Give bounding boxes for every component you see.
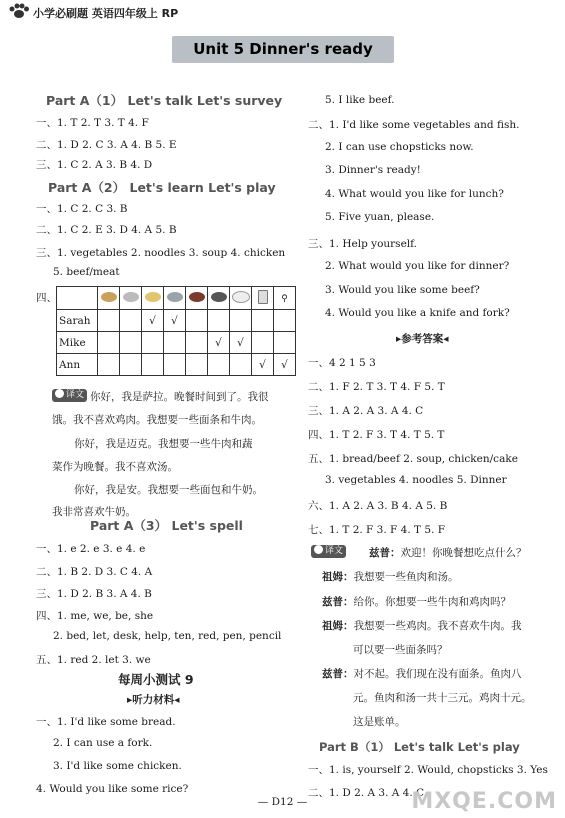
- paragraph-line: 你好，我是迈克。我想要一些牛肉和蔬: [74, 438, 253, 450]
- dialog-line: 兹普：对不起。我们现在没有面条。鱼肉八: [322, 668, 522, 680]
- page-header: [0, 0, 565, 26]
- answer-line: 5. beef/meat: [53, 266, 120, 278]
- answer-line: 一、1. e 2. e 3. e 4. e: [36, 543, 146, 555]
- paragraph-line: 菜作为晚餐。我不喜欢汤。: [52, 461, 178, 473]
- table-row: Mike √ √: [57, 332, 296, 354]
- answer-line: 二、1. I'd like some vegetables and fish.: [308, 119, 520, 131]
- bread-icon: [98, 287, 120, 310]
- translation-icon: [55, 389, 64, 398]
- answer-line: 2. I can use chopsticks now.: [325, 141, 474, 153]
- dialog-line: 兹普：给你。你想要一些牛肉和鸡肉吗？: [322, 596, 511, 608]
- dialog-line: 祖姆：我想要一些鱼肉和汤。: [322, 571, 459, 583]
- dialog-line: 元。鱼肉和汤一共十三元。鸡肉十元。: [353, 692, 532, 704]
- answer-line: 六、1. A 2. A 3. B 4. A 5. B: [308, 500, 448, 512]
- answer-line: 5. Five yuan, please.: [325, 211, 435, 223]
- table-row: Sarah √ √: [57, 310, 296, 332]
- answer-line: 三、1. C 2. A 3. B 4. D: [36, 159, 153, 171]
- answer-line: 四、1. me, we, be, she: [36, 610, 154, 622]
- bowl-icon: [120, 287, 142, 310]
- paragraph-line: 你好，我是安。我想要一些面包和牛奶。: [74, 484, 263, 496]
- answer-line: 一、1. I'd like some bread.: [36, 716, 176, 728]
- dialog-line: 祖姆：我想要一些鸡肉。我不喜欢牛肉。我: [322, 620, 522, 632]
- paragraph-line: 你好，我是萨拉。晚餐时间到了。我很: [90, 391, 269, 403]
- answer-line: 2. bed, let, desk, help, ten, red, pen, pencil: [53, 630, 282, 642]
- paragraph-line: 饿。我不喜欢鸡肉。我想要一些面条和牛肉。: [52, 414, 262, 426]
- dialog-line: 这是账单。: [353, 716, 406, 728]
- answer-line: 3. Dinner's ready!: [325, 164, 421, 176]
- dialog-line: 可以要一些面条吗？: [353, 644, 448, 656]
- answer-line: 四、1. T 2. F 3. T 4. T 5. T: [308, 429, 445, 441]
- answer-line: 五、1. bread/beef 2. soup, chicken/cake: [308, 453, 518, 465]
- answer-line: 二、1. F 2. T 3. T 4. F 5. T: [308, 381, 445, 393]
- fork-icon: ⚲: [274, 287, 296, 310]
- page-number: — D12 —: [257, 796, 308, 808]
- answer-line: 4. What would you like for lunch?: [325, 188, 504, 200]
- fish-icon: [208, 287, 230, 310]
- table-header-row: [57, 287, 296, 310]
- answer-line: 三、1. D 2. B 3. A 4. B: [36, 588, 152, 600]
- answer-line: 三、1. vegetables 2. noodles 3. soup 4. chicken: [36, 247, 286, 259]
- answer-line: 三、1. A 2. A 3. A 4. C: [308, 405, 424, 417]
- answer-line: 一、4 2 1 5 3: [308, 357, 376, 369]
- answer-line: 4. Would you like a knife and fork?: [325, 307, 510, 319]
- book-title: 小学必刷题 英语四年级上 RP: [33, 7, 179, 20]
- section-heading: Part A（2） Let's learn Let's play: [48, 180, 276, 195]
- beef-icon: [186, 287, 208, 310]
- answer-line: 4. Would you like some rice?: [36, 783, 189, 795]
- answer-line: 2. I can use a fork.: [53, 737, 153, 749]
- section-heading: Part A（1） Let's talk Let's survey: [46, 93, 283, 108]
- answer-line: 一、1. T 2. T 3. T 4. F: [36, 117, 149, 129]
- survey-table: [56, 286, 296, 376]
- answer-line: 2. What would you like for dinner?: [325, 260, 510, 272]
- answer-line: 四、: [36, 292, 57, 304]
- paragraph-line: 我非常喜欢牛奶。: [52, 506, 136, 518]
- dialog-line: 兹普：欢迎！你晚餐想吃点什么？: [369, 547, 527, 559]
- translation-badge: 译文: [311, 545, 346, 558]
- table-row: Ann √ √: [57, 354, 296, 376]
- rice-icon: [230, 287, 252, 310]
- answer-line: 五、1. red 2. let 3. we: [36, 654, 151, 666]
- answer-line: 3. I'd like some chicken.: [53, 760, 182, 772]
- answer-line: 二、1. B 2. D 3. C 4. A: [36, 566, 153, 578]
- milk-icon: [252, 287, 274, 310]
- unit-title: Unit 5 Dinner's ready: [193, 40, 373, 58]
- translation-badge: 译文: [52, 389, 87, 402]
- answer-line: 七、1. T 2. F 3. F 4. T 5. F: [308, 524, 445, 536]
- section-heading: 每周小测试 9: [118, 672, 194, 687]
- answer-line: 3. Would you like some beef?: [325, 284, 480, 296]
- section-heading: Part B（1） Let's talk Let's play: [319, 740, 520, 754]
- watermark: MXQE.COM: [411, 789, 557, 814]
- answer-line: 二、1. D 2. A 3. A 4. C: [308, 787, 425, 799]
- translation-icon: [314, 545, 323, 554]
- sub-heading: ▸参考答案◂: [396, 333, 449, 345]
- answer-line: 三、1. Help yourself.: [308, 238, 417, 250]
- paw-logo-icon: [8, 3, 30, 19]
- soup-icon: [164, 287, 186, 310]
- noodles-icon: [142, 287, 164, 310]
- answer-line: 一、1. C 2. C 3. B: [36, 203, 128, 215]
- answer-line: 5. I like beef.: [325, 94, 395, 106]
- sub-heading: ▸听力材料◂: [127, 694, 180, 706]
- answer-line: 二、1. C 2. E 3. D 4. A 5. B: [36, 224, 177, 236]
- section-heading: Part A（3） Let's spell: [90, 518, 243, 533]
- answer-line: 一、1. is, yourself 2. Would, chopsticks 3. Yes: [308, 764, 548, 776]
- answer-line: 二、1. D 2. C 3. A 4. B 5. E: [36, 139, 177, 151]
- unit-banner: [172, 36, 394, 63]
- answer-line: 3. vegetables 4. noodles 5. Dinner: [325, 474, 507, 486]
